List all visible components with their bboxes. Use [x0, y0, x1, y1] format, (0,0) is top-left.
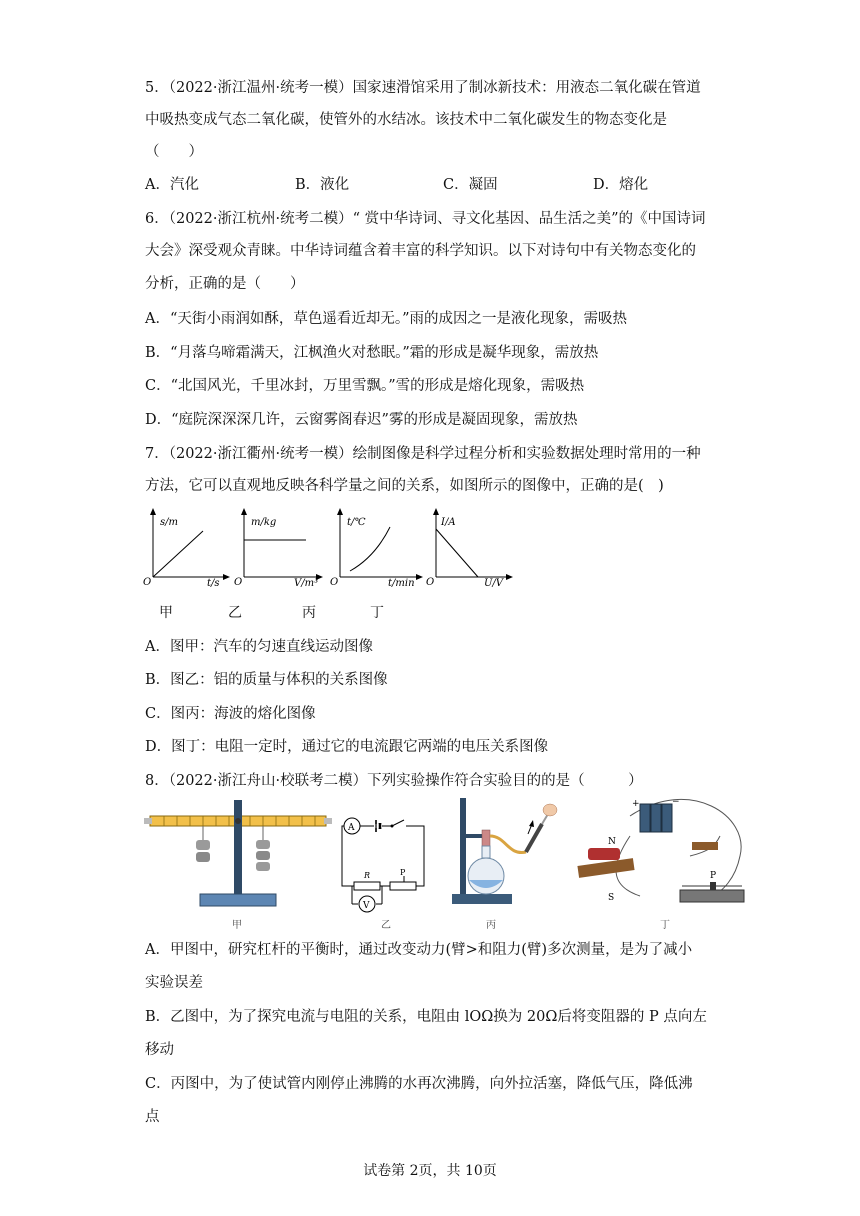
- rheostat-slider-label: P: [710, 871, 717, 881]
- graph-ding-caption: 丁: [370, 605, 384, 621]
- q5-line1: 5．（2022·浙江温州·统考一模）国家速滑馆采用了制冰新技术：用液态二氧化碳在管道: [145, 80, 701, 96]
- battery-minus-label: −: [672, 797, 680, 807]
- q5-line2: 中吸热变成气态二氧化碳，使管外的水结冰。该技术中二氧化碳发生的物态变化是: [145, 112, 667, 128]
- q8-option-a-line1: A．甲图中，研究杠杆的平衡时，通过改变动力(臂>和阻力(臂)多次测量，是为了减小: [145, 942, 693, 958]
- q6-line2: 大会》深受观众青睐。中华诗词蕴含着丰富的科学知识。以下对诗句中有关物态变化的: [145, 243, 696, 259]
- q6-line1: 6．（2022·浙江杭州·统考二模）“ 赏中华诗词、寻文化基因、品生活之美”的《中国诗词: [145, 211, 706, 227]
- graph-yi-xlabel: V/m³: [294, 578, 319, 587]
- q5-option-d: D．熔化: [593, 177, 649, 193]
- graph-jia-xlabel: t/s: [207, 578, 220, 587]
- graph-yi-origin: O: [234, 577, 243, 587]
- q5-option-c: C．凝固: [443, 177, 498, 193]
- slider-label: P: [400, 868, 406, 877]
- electromagnet-figure: [570, 796, 760, 914]
- graph-bing-ylabel: t/℃: [347, 517, 366, 528]
- q7-option-c: C．图丙：海波的熔化图像: [145, 706, 316, 722]
- q7-option-d: D．图丁：电阻一定时，通过它的电流跟它两端的电压关系图像: [145, 739, 549, 755]
- q8-line1: 8．（2022·浙江舟山·校联考二模）下列实验操作符合实验目的的是（ ）: [145, 773, 643, 789]
- q8-option-b-line1: B．乙图中，为了探究电流与电阻的关系，电阻由 lOΩ换为 20Ω后将变阻器的 P 点向左: [145, 1009, 707, 1025]
- circuit-figure: [334, 796, 434, 914]
- q5-option-b: B．液化: [295, 177, 350, 193]
- q8-option-c-line1: C．丙图中，为了使试管内刚停止沸腾的水再次沸腾，向外拉活塞，降低气压，降低沸: [145, 1076, 693, 1092]
- south-pole-label: S: [608, 893, 615, 903]
- voltmeter-label: V: [363, 901, 370, 911]
- lever-figure: [144, 796, 334, 914]
- graph-bing-caption: 丙: [302, 605, 316, 621]
- page-footer: 试卷第 2页，共 10页: [363, 1163, 497, 1179]
- ammeter-label: A: [348, 823, 355, 833]
- flask-figure: [446, 796, 566, 914]
- figure-jia-caption: 甲: [232, 920, 242, 931]
- graph-yi: [234, 505, 326, 587]
- graph-yi-caption: 乙: [228, 605, 242, 621]
- figure-yi-caption: 乙: [381, 920, 391, 931]
- graph-ding-ylabel: I/A: [441, 517, 456, 528]
- q7-line1: 7．（2022·浙江衢州·统考一模）绘制图像是科学过程分析和实验数据处理时常用的一种: [145, 446, 701, 462]
- graph-ding-origin: O: [426, 577, 435, 587]
- battery-plus-label: +: [632, 799, 640, 809]
- graph-jia-caption: 甲: [159, 605, 173, 621]
- q7-line2: 方法，它可以直观地反映各科学量之间的关系，如图所示的图像中，正确的是( ): [145, 478, 664, 494]
- q7-option-a: A．图甲：汽车的匀速直线运动图像: [145, 639, 373, 655]
- graph-bing-origin: O: [330, 577, 339, 587]
- figure-ding-caption: 丁: [660, 920, 670, 931]
- q6-option-c: C．“北国风光，千里冰封，万里雪飘。”雪的形成是熔化现象，需吸热: [145, 378, 585, 394]
- graph-bing: [330, 505, 426, 587]
- q6-option-b: B．“月落乌啼霜满天，江枫渔火对愁眠。”霜的形成是凝华现象，需放热: [145, 345, 599, 361]
- graph-ding-xlabel: U/V: [484, 578, 504, 587]
- north-pole-label: N: [608, 837, 616, 847]
- q6-line3: 分析，正确的是（ ）: [145, 276, 305, 292]
- graph-jia: [143, 505, 233, 587]
- resistor-label: R: [364, 871, 371, 880]
- q6-option-d: D．“庭院深深深几许，云窗雾阁春迟”雾的形成是凝固现象，需放热: [145, 412, 578, 428]
- q8-option-a-line2: 实验误差: [145, 975, 203, 991]
- graph-yi-ylabel: m/kg: [251, 517, 277, 528]
- q8-option-c-line2: 点: [145, 1109, 160, 1125]
- graph-jia-ylabel: s/m: [160, 517, 178, 528]
- figure-bing-caption: 丙: [486, 920, 496, 931]
- q8-option-b-line2: 移动: [145, 1042, 174, 1058]
- q5-option-a: A．汽化: [145, 177, 199, 193]
- graph-jia-origin: O: [143, 577, 152, 587]
- q7-option-b: B．图乙：铝的质量与体积的关系图像: [145, 672, 388, 688]
- q6-option-a: A．“天街小雨润如酥，草色遥看近却无。”雨的成因之一是液化现象，需吸热: [145, 311, 628, 327]
- graph-bing-xlabel: t/min: [388, 578, 415, 587]
- graph-ding: [426, 505, 516, 587]
- q5-line3: （ ）: [145, 144, 203, 160]
